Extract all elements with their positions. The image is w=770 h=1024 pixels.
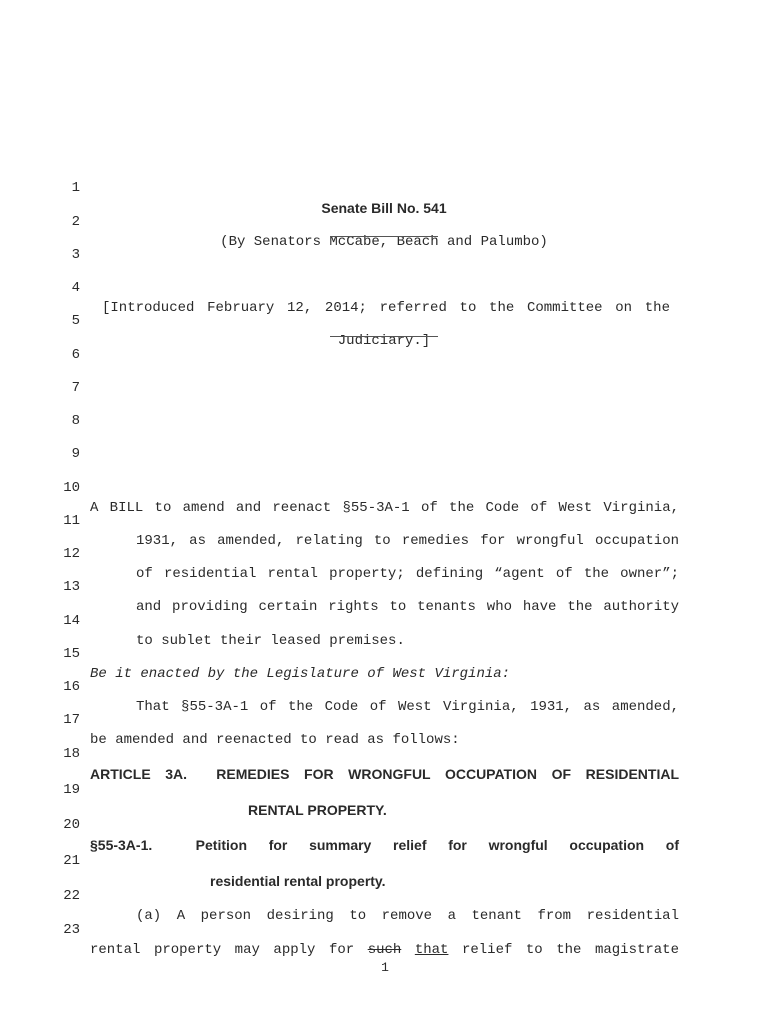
line-number: 18 — [63, 746, 80, 762]
line-12 — [0, 524, 770, 582]
bill-title-text: of residential rental property; defining “agent of the owner”; — [136, 566, 679, 582]
line-5 — [0, 291, 770, 349]
bill-title-text: and providing certain rights to tenants who have the authority — [136, 599, 679, 615]
body-text-amended — [90, 940, 679, 960]
introduction-note: [Introduced February 12, 2014; referred to the Committee on the — [102, 300, 670, 316]
line-20 — [0, 795, 770, 853]
line-number: 20 — [63, 817, 80, 833]
line-number: 3 — [71, 247, 80, 263]
enacting-clause: Be it enacted by the Legislature of West Virginia: — [90, 666, 511, 682]
inserted-text: that — [414, 942, 449, 958]
separator-rule — [330, 336, 438, 337]
introduction-note-cont: Judiciary.] — [337, 333, 431, 349]
line-number: 15 — [63, 646, 80, 662]
line-number: 23 — [63, 922, 80, 938]
line-11 — [0, 491, 770, 549]
line-number: 2 — [71, 214, 80, 230]
line-number: 21 — [63, 853, 80, 869]
line-number: 1 — [71, 180, 80, 196]
line-17 — [0, 690, 770, 748]
section-heading: §55-3A-1. Petition for summary relief for wrongful occupation of — [90, 837, 679, 853]
line-18 — [0, 724, 770, 782]
line-number: 4 — [71, 280, 80, 296]
line-number: 17 — [63, 712, 80, 728]
line-14 — [0, 591, 770, 649]
line-21 — [0, 831, 770, 889]
line-number: 22 — [63, 888, 80, 904]
line-number: 6 — [71, 347, 80, 363]
article-heading: ARTICLE 3A. REMEDIES FOR WRONGFUL OCCUPATION OF RESIDENTIAL — [90, 766, 679, 782]
line-3 — [0, 225, 770, 263]
line-number: 10 — [63, 480, 80, 496]
deleted-text: such — [367, 942, 402, 958]
line-13 — [0, 557, 770, 615]
page-number: 1 — [381, 960, 389, 975]
body-text: be amended and reenacted to read as follows: — [90, 732, 460, 748]
bill-title: Senate Bill No. 541 — [321, 200, 447, 216]
line-4 — [0, 258, 770, 316]
line-number: 19 — [63, 782, 80, 798]
line-15 — [0, 624, 770, 682]
bill-title-text: A BILL to amend and reenact §55-3A-1 of the Code of West Virginia, — [90, 500, 679, 516]
text-segment: relief to the magistrate — [448, 942, 679, 958]
text-segment: rental property may apply for — [90, 942, 368, 958]
text-segment — [401, 942, 415, 958]
line-number: 14 — [63, 613, 80, 629]
article-heading-cont: RENTAL PROPERTY. — [248, 802, 387, 818]
separator-rule — [330, 236, 438, 237]
line-22 — [0, 866, 770, 924]
line-number: 7 — [71, 380, 80, 396]
body-text: That §55-3A-1 of the Code of West Virginia, 1931, as amended, — [136, 699, 679, 715]
line-9 — [0, 424, 770, 462]
line-number: 11 — [63, 513, 80, 529]
sponsors: (By Senators McCabe, Beach and Palumbo) — [220, 234, 548, 250]
line-1 — [0, 158, 770, 216]
line-number: 13 — [63, 579, 80, 595]
line-number: 9 — [71, 446, 80, 462]
line-number: 12 — [63, 546, 80, 562]
section-heading-cont: residential rental property. — [210, 873, 386, 889]
line-2 — [0, 192, 770, 250]
line-number: 5 — [71, 313, 80, 329]
body-text: (a) A person desiring to remove a tenant from residential — [136, 908, 679, 924]
bill-title-text: 1931, as amended, relating to remedies for wrongful occupation — [136, 533, 679, 549]
line-number: 8 — [71, 413, 80, 429]
line-6 — [0, 325, 770, 363]
line-10 — [0, 458, 770, 516]
line-number: 16 — [63, 679, 80, 695]
bill-title-text: to sublet their leased premises. — [136, 633, 405, 649]
line-23 — [0, 900, 770, 958]
line-7 — [0, 358, 770, 396]
line-8 — [0, 391, 770, 429]
line-16 — [0, 657, 770, 715]
line-19 — [0, 760, 770, 818]
